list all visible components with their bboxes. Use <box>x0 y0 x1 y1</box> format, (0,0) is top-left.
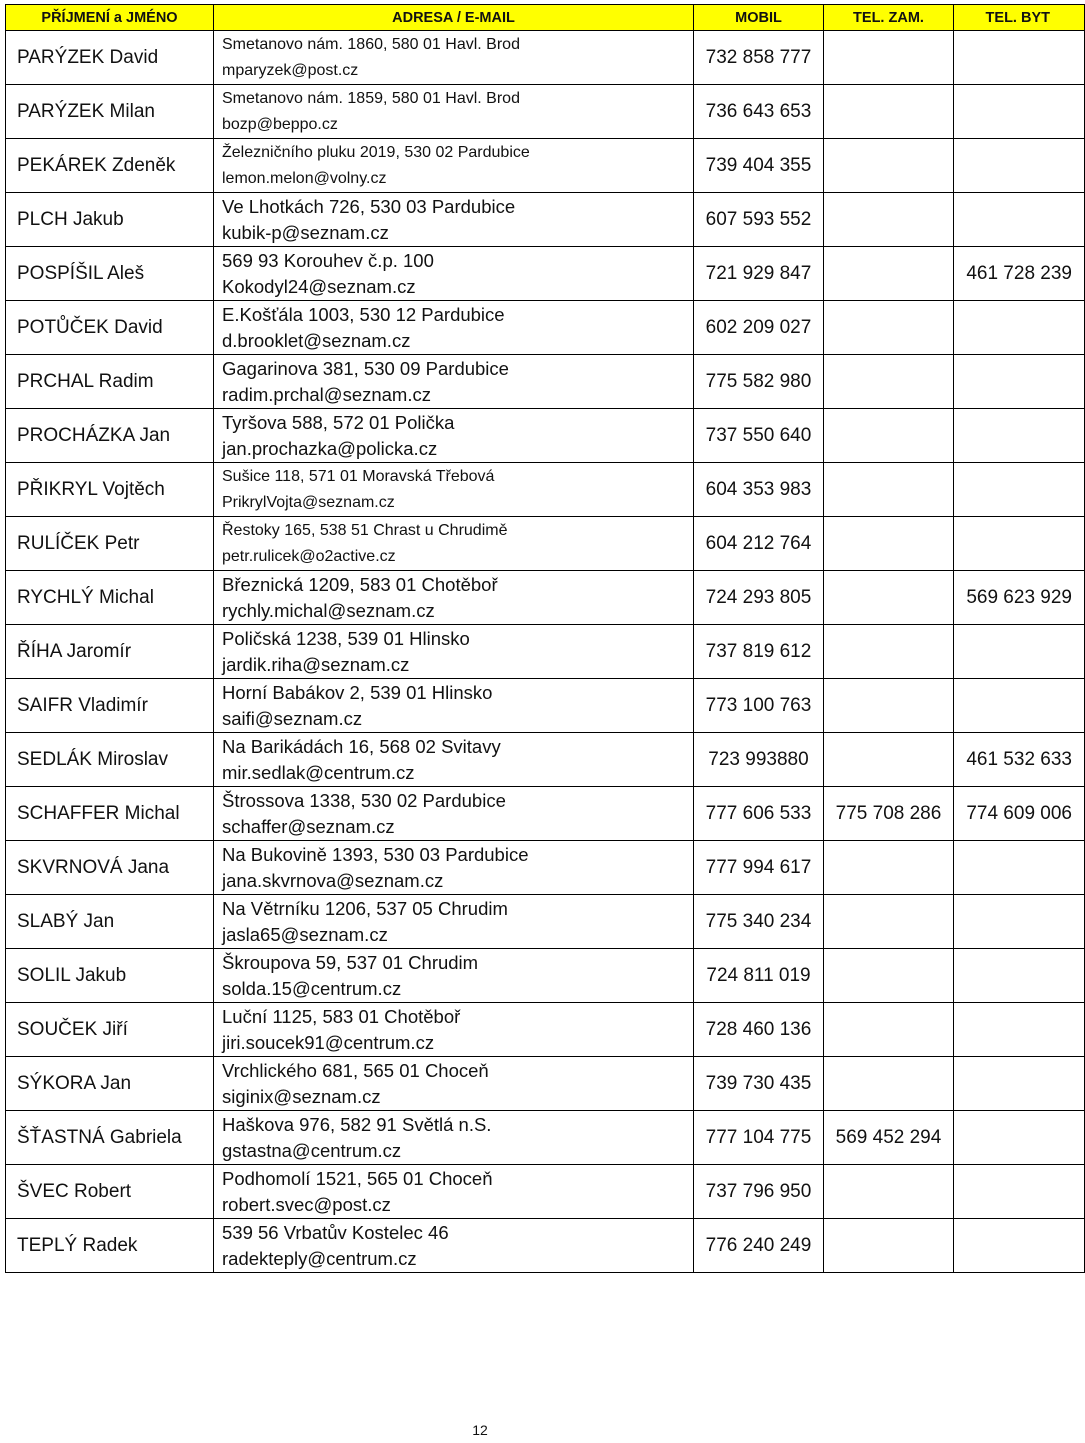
contact-address-cell <box>214 139 694 193</box>
table-header-row <box>6 5 1085 31</box>
contact-home-phone <box>954 1003 1085 1057</box>
contact-home-phone <box>954 625 1085 679</box>
contact-home-phone <box>954 301 1085 355</box>
contact-address-cell <box>214 31 694 85</box>
contact-name: SKVRNOVÁ Jana <box>6 841 214 895</box>
contact-home-phone: 461 728 239 <box>954 247 1085 301</box>
contact-email: schaffer@seznam.cz <box>222 815 395 837</box>
contact-mobile: 604 353 983 <box>694 463 824 517</box>
contact-work-phone <box>824 679 954 733</box>
contact-address: Smetanovo nám. 1860, 580 01 Havl. Brod <box>222 35 520 53</box>
contact-home-phone: 461 532 633 <box>954 733 1085 787</box>
contact-name: RYCHLÝ Michal <box>6 571 214 625</box>
contact-email: gstastna@centrum.cz <box>222 1139 402 1161</box>
contact-home-phone <box>954 1165 1085 1219</box>
contact-mobile: 739 404 355 <box>694 139 824 193</box>
contact-home-phone <box>954 841 1085 895</box>
table-row <box>6 1219 1085 1273</box>
contact-name: ŠŤASTNÁ Gabriela <box>6 1111 214 1165</box>
contact-home-phone <box>954 1219 1085 1273</box>
contact-home-phone <box>954 139 1085 193</box>
contact-mobile: 737 550 640 <box>694 409 824 463</box>
contact-address: Škroupova 59, 537 01 Chrudim <box>222 951 479 973</box>
contact-work-phone <box>824 409 954 463</box>
contact-address-cell <box>214 193 694 247</box>
table-row <box>6 1003 1085 1057</box>
contact-email: mparyzek@post.cz <box>222 61 359 79</box>
header-name: PŘÍJMENÍ a JMÉNO <box>6 5 214 31</box>
contact-home-phone <box>954 193 1085 247</box>
contact-mobile: 777 994 617 <box>694 841 824 895</box>
contact-name: PROCHÁZKA Jan <box>6 409 214 463</box>
contact-work-phone <box>824 355 954 409</box>
table-row <box>6 301 1085 355</box>
contact-mobile: 777 606 533 <box>694 787 824 841</box>
contact-home-phone <box>954 1111 1085 1165</box>
contact-address-cell <box>214 787 694 841</box>
contact-work-phone <box>824 841 954 895</box>
contact-address-cell <box>214 733 694 787</box>
contact-address: Luční 1125, 583 01 Chotěboř <box>222 1005 461 1027</box>
contact-work-phone <box>824 949 954 1003</box>
contact-address: Podhomolí 1521, 565 01 Choceň <box>222 1167 493 1189</box>
contact-mobile: 776 240 249 <box>694 1219 824 1273</box>
contact-name: SLABÝ Jan <box>6 895 214 949</box>
contact-address-cell <box>214 1219 694 1273</box>
contact-work-phone <box>824 1219 954 1273</box>
contact-email: jana.skvrnova@seznam.cz <box>222 869 444 891</box>
contact-address-cell <box>214 355 694 409</box>
table-row <box>6 1111 1085 1165</box>
contact-work-phone <box>824 247 954 301</box>
contact-address: Na Bukovině 1393, 530 03 Pardubice <box>222 843 529 865</box>
contact-name: TEPLÝ Radek <box>6 1219 214 1273</box>
contact-work-phone <box>824 1003 954 1057</box>
contact-name: SCHAFFER Michal <box>6 787 214 841</box>
contact-name: SÝKORA Jan <box>6 1057 214 1111</box>
contact-work-phone <box>824 571 954 625</box>
contact-name: SAIFR Vladimír <box>6 679 214 733</box>
contact-address: E.Košťála 1003, 530 12 Pardubice <box>222 303 505 325</box>
contact-address-cell <box>214 949 694 1003</box>
contact-email: petr.rulicek@o2active.cz <box>222 547 396 565</box>
contact-name: PRCHAL Radim <box>6 355 214 409</box>
contact-work-phone: 775 708 286 <box>824 787 954 841</box>
table-row <box>6 193 1085 247</box>
contact-home-phone <box>954 463 1085 517</box>
contact-work-phone <box>824 517 954 571</box>
contact-address-cell <box>214 85 694 139</box>
contact-name: SEDLÁK Miroslav <box>6 733 214 787</box>
contact-mobile: 602 209 027 <box>694 301 824 355</box>
contact-mobile: 737 796 950 <box>694 1165 824 1219</box>
contact-address: Štrossova 1338, 530 02 Pardubice <box>222 789 506 811</box>
contact-address: Tyršova 588, 572 01 Polička <box>222 411 455 433</box>
header-work-phone: TEL. ZAM. <box>824 5 954 31</box>
table-row <box>6 787 1085 841</box>
table-row <box>6 517 1085 571</box>
contact-address-cell <box>214 1003 694 1057</box>
contact-email: radim.prchal@seznam.cz <box>222 383 431 405</box>
contact-mobile: 723 993880 <box>694 733 824 787</box>
contact-address-cell <box>214 409 694 463</box>
contact-email: mir.sedlak@centrum.cz <box>222 761 415 783</box>
contact-address: Smetanovo nám. 1859, 580 01 Havl. Brod <box>222 89 520 107</box>
contact-address: Sušice 118, 571 01 Moravská Třebová <box>222 467 495 485</box>
contact-name: RULÍČEK Petr <box>6 517 214 571</box>
contact-home-phone <box>954 949 1085 1003</box>
contact-mobile: 728 460 136 <box>694 1003 824 1057</box>
contact-address: Vrchlického 681, 565 01 Choceň <box>222 1059 489 1081</box>
contact-email: solda.15@centrum.cz <box>222 977 402 999</box>
contact-email: saifi@seznam.cz <box>222 707 363 729</box>
contact-work-phone <box>824 1057 954 1111</box>
contact-address: Poličská 1238, 539 01 Hlinsko <box>222 627 470 649</box>
contact-work-phone <box>824 139 954 193</box>
contact-name: ŠVEC Robert <box>6 1165 214 1219</box>
contact-address-cell <box>214 895 694 949</box>
table-row <box>6 31 1085 85</box>
contact-work-phone <box>824 895 954 949</box>
contact-email: radekteply@centrum.cz <box>222 1247 417 1269</box>
contact-address-cell <box>214 625 694 679</box>
page-number: 12 <box>472 1422 488 1438</box>
contact-work-phone <box>824 733 954 787</box>
contact-email: robert.svec@post.cz <box>222 1193 391 1215</box>
table-row <box>6 1057 1085 1111</box>
contact-name: PARÝZEK David <box>6 31 214 85</box>
contact-address: Gagarinova 381, 530 09 Pardubice <box>222 357 509 379</box>
contact-address-cell <box>214 247 694 301</box>
contact-mobile: 737 819 612 <box>694 625 824 679</box>
contact-mobile: 775 582 980 <box>694 355 824 409</box>
contact-address-cell <box>214 463 694 517</box>
contact-email: Kokodyl24@seznam.cz <box>222 275 416 297</box>
table-row <box>6 571 1085 625</box>
contact-email: siginix@seznam.cz <box>222 1085 381 1107</box>
contact-home-phone <box>954 1057 1085 1111</box>
contact-work-phone <box>824 1165 954 1219</box>
contact-address: Horní Babákov 2, 539 01 Hlinsko <box>222 681 493 703</box>
contact-email: jan.prochazka@policka.cz <box>222 437 438 459</box>
contact-address: Březnická 1209, 583 01 Chotěboř <box>222 573 498 595</box>
contact-email: bozp@beppo.cz <box>222 115 338 133</box>
header-home-phone: TEL. BYT <box>954 5 1085 31</box>
contact-name: PARÝZEK Milan <box>6 85 214 139</box>
contact-address: Železničního pluku 2019, 530 02 Pardubice <box>222 143 530 161</box>
table-row <box>6 85 1085 139</box>
contact-address-cell <box>214 679 694 733</box>
contact-name: PŘIKRYL Vojtěch <box>6 463 214 517</box>
contact-address-cell <box>214 1057 694 1111</box>
contact-address: Řestoky 165, 538 51 Chrast u Chrudimě <box>222 521 508 539</box>
contact-work-phone <box>824 463 954 517</box>
table-row <box>6 949 1085 1003</box>
contact-email: PrikrylVojta@seznam.cz <box>222 493 395 511</box>
contact-home-phone <box>954 409 1085 463</box>
contact-address: Ve Lhotkách 726, 530 03 Pardubice <box>222 195 516 217</box>
contact-address-cell <box>214 1111 694 1165</box>
contact-email: d.brooklet@seznam.cz <box>222 329 411 351</box>
contact-work-phone <box>824 193 954 247</box>
contact-home-phone <box>954 31 1085 85</box>
contact-address-cell <box>214 301 694 355</box>
contact-name: SOLIL Jakub <box>6 949 214 1003</box>
table-row <box>6 355 1085 409</box>
table-row <box>6 247 1085 301</box>
contact-work-phone <box>824 625 954 679</box>
contact-email: kubik-p@seznam.cz <box>222 221 389 243</box>
contact-email: jiri.soucek91@centrum.cz <box>222 1031 435 1053</box>
header-address: ADRESA / E-MAIL <box>214 5 694 31</box>
contact-address: Haškova 976, 582 91 Světlá n.S. <box>222 1113 492 1135</box>
contact-name: PLCH Jakub <box>6 193 214 247</box>
table-row <box>6 733 1085 787</box>
contact-email: lemon.melon@volny.cz <box>222 169 387 187</box>
table-row <box>6 1165 1085 1219</box>
contact-address-cell <box>214 571 694 625</box>
contact-home-phone <box>954 517 1085 571</box>
table-row <box>6 139 1085 193</box>
contact-address-cell <box>214 841 694 895</box>
contact-address-cell <box>214 1165 694 1219</box>
contact-mobile: 739 730 435 <box>694 1057 824 1111</box>
contact-address: 569 93 Korouhev č.p. 100 <box>222 249 434 271</box>
table-row <box>6 679 1085 733</box>
contact-home-phone <box>954 679 1085 733</box>
contact-home-phone <box>954 895 1085 949</box>
contact-name: POSPÍŠIL Aleš <box>6 247 214 301</box>
contact-mobile: 773 100 763 <box>694 679 824 733</box>
contact-email: jasla65@seznam.cz <box>222 923 388 945</box>
contact-name: PEKÁREK Zdeněk <box>6 139 214 193</box>
contact-home-phone <box>954 355 1085 409</box>
contact-home-phone <box>954 85 1085 139</box>
contact-name: POTŮČEK David <box>6 301 214 355</box>
table-row <box>6 409 1085 463</box>
table-row <box>6 463 1085 517</box>
table-row <box>6 895 1085 949</box>
contact-mobile: 732 858 777 <box>694 31 824 85</box>
contact-mobile: 724 293 805 <box>694 571 824 625</box>
contact-name: ŘÍHA Jaromír <box>6 625 214 679</box>
contact-home-phone: 569 623 929 <box>954 571 1085 625</box>
contact-mobile: 777 104 775 <box>694 1111 824 1165</box>
contact-mobile: 775 340 234 <box>694 895 824 949</box>
table-row <box>6 625 1085 679</box>
contact-work-phone <box>824 85 954 139</box>
contact-mobile: 604 212 764 <box>694 517 824 571</box>
contact-mobile: 721 929 847 <box>694 247 824 301</box>
contact-address: 539 56 Vrbatův Kostelec 46 <box>222 1221 449 1243</box>
contact-address-cell <box>214 517 694 571</box>
table-row <box>6 841 1085 895</box>
contact-address: Na Větrníku 1206, 537 05 Chrudim <box>222 897 508 919</box>
contact-work-phone <box>824 31 954 85</box>
contact-work-phone: 569 452 294 <box>824 1111 954 1165</box>
contact-email: rychly.michal@seznam.cz <box>222 599 435 621</box>
header-mobile: MOBIL <box>694 5 824 31</box>
contact-name: SOUČEK Jiří <box>6 1003 214 1057</box>
contact-address: Na Barikádách 16, 568 02 Svitavy <box>222 735 501 757</box>
contact-mobile: 736 643 653 <box>694 85 824 139</box>
contact-mobile: 724 811 019 <box>694 949 824 1003</box>
contact-email: jardik.riha@seznam.cz <box>222 653 410 675</box>
contact-work-phone <box>824 301 954 355</box>
contact-directory-table <box>5 4 1085 1273</box>
contact-mobile: 607 593 552 <box>694 193 824 247</box>
contact-home-phone: 774 609 006 <box>954 787 1085 841</box>
